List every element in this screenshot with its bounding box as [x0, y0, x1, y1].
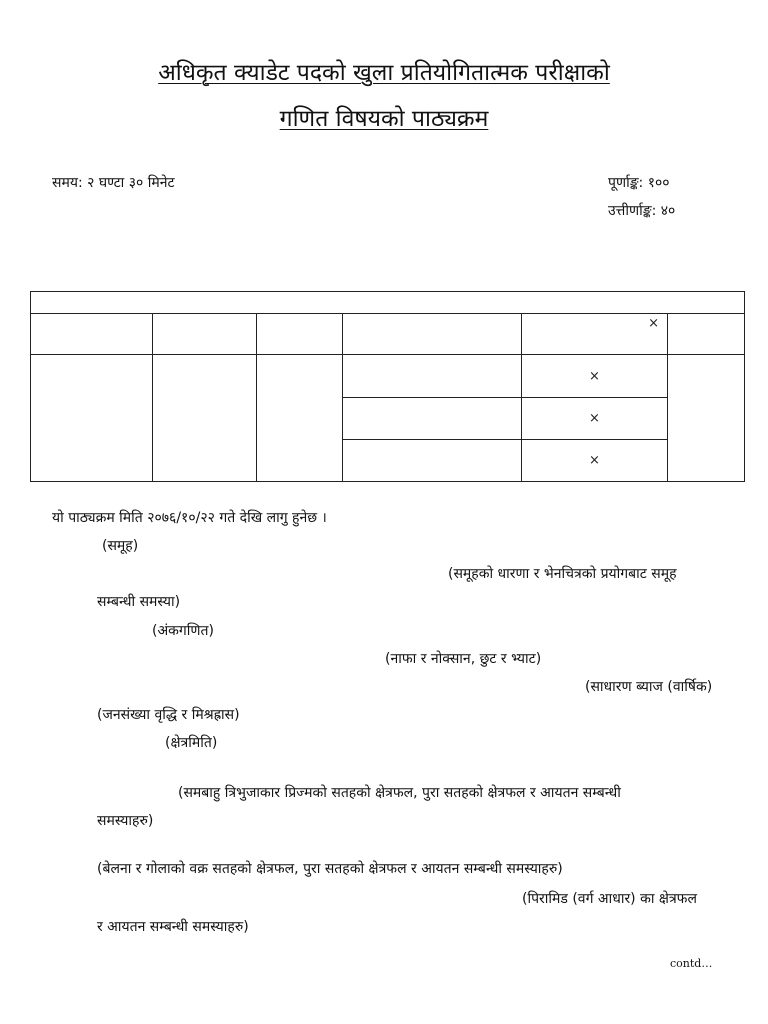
table-cell — [668, 355, 745, 482]
table-cell — [31, 314, 153, 355]
cross-mark: × — [589, 411, 600, 426]
unit-mensuration-heading: (क्षेत्रमिति) — [165, 735, 218, 751]
table-cell — [153, 314, 257, 355]
exam-duration: समय: २ घण्टा ३० मिनेट — [52, 175, 175, 191]
mensuration-topic-3-line-2: र आयतन सम्बन्धी समस्याहरु) — [97, 919, 249, 935]
pass-marks: उत्तीर्णाङ्क: ४० — [608, 203, 676, 219]
full-marks: पूर्णाङ्क: १०० — [608, 175, 670, 191]
cross-mark: × — [648, 316, 659, 331]
marks-distribution-table — [30, 291, 745, 482]
mensuration-topic-3-line-1: (पिरामिड (वर्ग आधार) का क्षेत्रफल — [522, 891, 697, 907]
table-cell — [522, 398, 668, 440]
table-cell — [153, 355, 257, 482]
document-title-line-1 — [0, 58, 768, 88]
table-cell — [343, 355, 522, 398]
mensuration-topic-1-line-2: समस्याहरु) — [97, 813, 154, 829]
cross-mark: × — [589, 453, 600, 468]
title-text-2: गणित विषयको पाठ्यक्रम — [279, 106, 489, 132]
unit-set-heading: (समूह) — [102, 538, 139, 554]
table-cell — [257, 355, 343, 482]
mensuration-topic-1-line-1: (समबाहु त्रिभुजाकार प्रिज्मको सतहको क्षेत्रफल, पुरा सतहको क्षेत्रफल र आयतन सम्बन्धी — [178, 785, 621, 801]
table-cell — [522, 314, 668, 355]
table-cell — [343, 314, 522, 355]
table-cell — [257, 314, 343, 355]
table-cell — [668, 314, 745, 355]
unit-arithmetic-heading: (अंकगणित) — [152, 623, 214, 639]
effective-date-note: यो पाठ्यक्रम मिति २०७६/१०/२२ गते देखि लागु हुनेछ । — [52, 510, 327, 526]
arithmetic-topic-2: (साधारण ब्याज (वार्षिक) — [585, 679, 713, 695]
set-topic-line-2: सम्बन्धी समस्या) — [97, 594, 181, 610]
table-cell — [522, 355, 668, 398]
document-title-line-2 — [0, 104, 768, 134]
set-topic-line-1: (समूहको धारणा र भेनचित्रको प्रयोगबाट समूह — [448, 566, 677, 582]
arithmetic-topic-3: (जनसंख्या वृद्धि र मिश्रह्रास) — [97, 707, 240, 723]
mensuration-topic-2: (बेलना र गोलाको वक्र सतहको क्षेत्रफल, पुरा सतहको क्षेत्रफल र आयतन सम्बन्धी समस्याहरु) — [97, 861, 563, 877]
arithmetic-topic-1: (नाफा र नोक्सान, छुट र भ्याट) — [385, 651, 542, 667]
table-cell — [343, 440, 522, 482]
table-cell — [522, 440, 668, 482]
table-cell — [343, 398, 522, 440]
table-header-row — [31, 292, 745, 314]
cross-mark: × — [589, 368, 600, 384]
title-text-1: अधिकृत क्याडेट पदको खुला प्रतियोगितात्मक परीक्षाको — [158, 60, 610, 86]
continued-marker: contd… — [670, 957, 713, 970]
table-cell — [31, 355, 153, 482]
